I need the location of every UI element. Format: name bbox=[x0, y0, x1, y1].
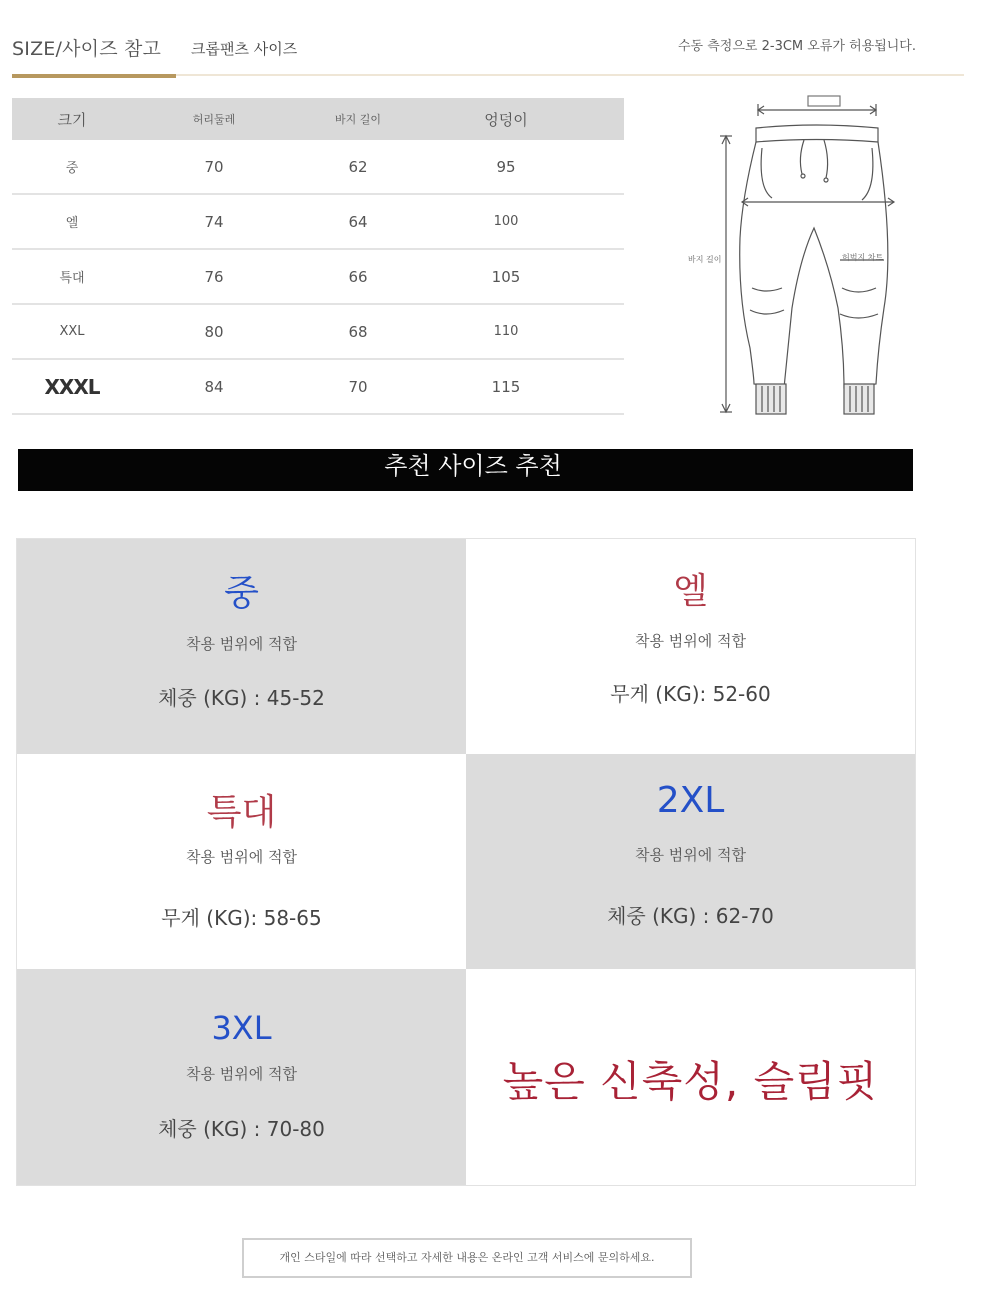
hip-cell: 100 bbox=[493, 214, 519, 229]
hip-cell: 110 bbox=[493, 324, 519, 339]
card-weight-text: 체중 (KG) : 45-52 bbox=[158, 686, 325, 710]
waist-cell: 74 bbox=[204, 212, 224, 231]
waist-cell: 76 bbox=[204, 267, 224, 286]
slogan-card bbox=[466, 969, 915, 1185]
card-size-label: 중 bbox=[224, 573, 259, 614]
size-cell: 특대 bbox=[59, 271, 85, 286]
table-row bbox=[12, 250, 624, 305]
table-row bbox=[12, 360, 624, 415]
length-cell: 70 bbox=[348, 377, 368, 396]
card-size-label: 2XL bbox=[656, 780, 725, 821]
thigh-label: 허벅지 차트 bbox=[842, 253, 884, 262]
header-waist: 허리둘레 bbox=[192, 113, 236, 126]
card-weight-text: 무게 (KG): 58-65 bbox=[161, 906, 322, 930]
card-fit-text: 착용 범위에 적합 bbox=[635, 632, 746, 650]
footer-note: 개인 스타일에 따라 선택하고 자세한 내용은 온라인 고객 서비스에 문의하세요. bbox=[242, 1238, 692, 1278]
size-table bbox=[12, 98, 624, 415]
table-row bbox=[12, 305, 624, 360]
slogan-text: 높은 신축성, 슬림핏 bbox=[502, 1057, 879, 1106]
waist-cell: 84 bbox=[204, 377, 224, 396]
length-cell: 64 bbox=[348, 212, 368, 231]
card-fit-text: 착용 범위에 적합 bbox=[635, 846, 746, 864]
size-card-m bbox=[17, 539, 466, 754]
header-length: 바지 길이 bbox=[334, 113, 381, 126]
card-size-label: 3XL bbox=[211, 1009, 272, 1047]
table-row bbox=[12, 140, 624, 195]
size-card-2xl bbox=[466, 754, 915, 969]
size-cell: XXL bbox=[59, 324, 85, 339]
hip-cell: 95 bbox=[496, 157, 516, 176]
size-card-xl bbox=[17, 754, 466, 969]
card-size-label: 엘 bbox=[673, 571, 708, 612]
header-size: 크기 bbox=[57, 110, 87, 129]
card-fit-text: 착용 범위에 적합 bbox=[186, 848, 297, 866]
measurement-note: 수동 측정으로 2-3CM 오류가 허용됩니다. bbox=[678, 39, 917, 54]
size-card-3xl bbox=[17, 969, 466, 1185]
size-cell: XXXL bbox=[44, 374, 100, 399]
waist-cell: 70 bbox=[204, 157, 224, 176]
recommend-grid bbox=[16, 538, 916, 1186]
length-label: 바지 길이 bbox=[688, 255, 722, 264]
card-weight-text: 체중 (KG) : 62-70 bbox=[607, 904, 774, 928]
waist-cell: 80 bbox=[204, 322, 224, 341]
card-fit-text: 착용 범위에 적합 bbox=[186, 635, 297, 653]
length-cell: 68 bbox=[348, 322, 368, 341]
card-fit-text: 착용 범위에 적합 bbox=[186, 1065, 297, 1083]
size-table-header bbox=[12, 98, 624, 140]
page-subtitle: 크롭팬츠 사이즈 bbox=[191, 40, 298, 58]
length-cell: 62 bbox=[348, 157, 368, 176]
header-accent-bar bbox=[12, 74, 176, 78]
pants-diagram bbox=[680, 88, 920, 424]
header-hip: 엉덩이 bbox=[484, 110, 528, 129]
hip-cell: 115 bbox=[491, 377, 521, 396]
card-weight-text: 체중 (KG) : 70-80 bbox=[158, 1117, 325, 1141]
table-row bbox=[12, 195, 624, 250]
card-weight-text: 무게 (KG): 52-60 bbox=[610, 682, 771, 706]
page-title: SIZE/사이즈 참고 bbox=[12, 38, 162, 60]
card-size-label: 특대 bbox=[206, 792, 277, 833]
size-cell: 엘 bbox=[65, 216, 79, 231]
size-card-l bbox=[466, 539, 915, 754]
length-cell: 66 bbox=[348, 267, 368, 286]
recommend-banner-title: 추천 사이즈 추천 bbox=[384, 452, 562, 480]
hip-cell: 105 bbox=[491, 267, 521, 286]
size-cell: 중 bbox=[65, 161, 79, 176]
